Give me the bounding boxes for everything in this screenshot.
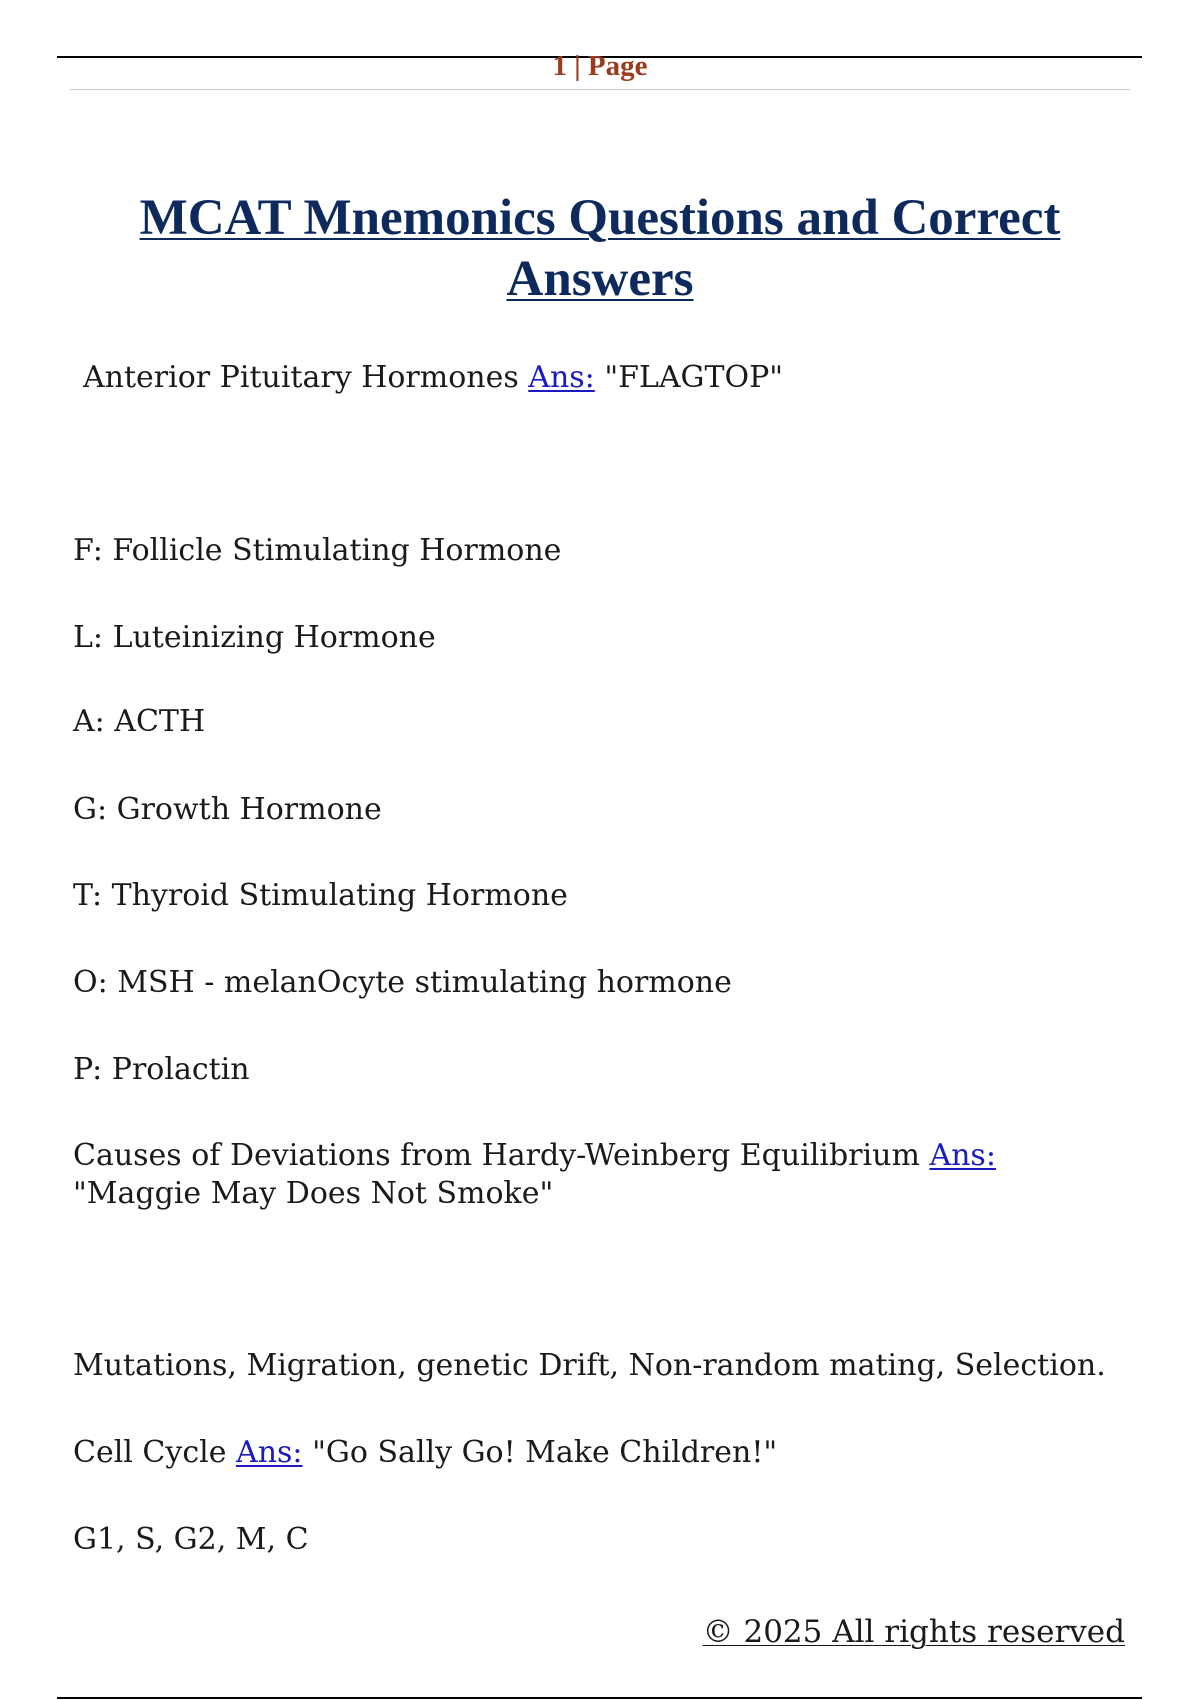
list-item: L: Luteinizing Hormone bbox=[73, 620, 436, 655]
copyright-notice: © 2025 All rights reserved bbox=[702, 1614, 1125, 1650]
question-3 bbox=[73, 1434, 777, 1472]
question-1 bbox=[83, 359, 783, 397]
footer-rule bbox=[57, 1697, 1142, 1699]
page-number: 1 | Page bbox=[552, 50, 648, 82]
header-rule-thin bbox=[70, 89, 1130, 90]
list-item: P: Prolactin bbox=[73, 1052, 250, 1087]
answer-link[interactable]: Ans: bbox=[236, 1435, 303, 1470]
list-item: F: Follicle Stimulating Hormone bbox=[73, 533, 562, 568]
answer-link[interactable]: Ans: bbox=[929, 1138, 996, 1173]
question-2 bbox=[73, 1137, 996, 1175]
question-2-text: Causes of Deviations from Hardy-Weinberg Equilibrium bbox=[73, 1138, 920, 1173]
document-title: MCAT Mnemonics Questions and Correct Answers bbox=[139, 190, 1061, 307]
question-2-answer: "Maggie May Does Not Smoke" bbox=[73, 1176, 554, 1211]
question-3-answer: "Go Sally Go! Make Children!" bbox=[312, 1435, 778, 1470]
question-1-answer: "FLAGTOP" bbox=[604, 360, 784, 395]
list-item: O: MSH - melanOcyte stimulating hormone bbox=[73, 965, 732, 1000]
list-item: T: Thyroid Stimulating Hormone bbox=[73, 878, 568, 913]
question-2-detail: Mutations, Migration, genetic Drift, Non-random mating, Selection. bbox=[73, 1348, 1106, 1383]
list-item: G: Growth Hormone bbox=[73, 792, 382, 827]
question-3-detail: G1, S, G2, M, C bbox=[73, 1522, 309, 1557]
list-item: A: ACTH bbox=[73, 704, 206, 739]
question-3-text: Cell Cycle bbox=[73, 1435, 227, 1470]
question-1-text: Anterior Pituitary Hormones bbox=[83, 360, 519, 395]
answer-link[interactable]: Ans: bbox=[528, 360, 595, 395]
